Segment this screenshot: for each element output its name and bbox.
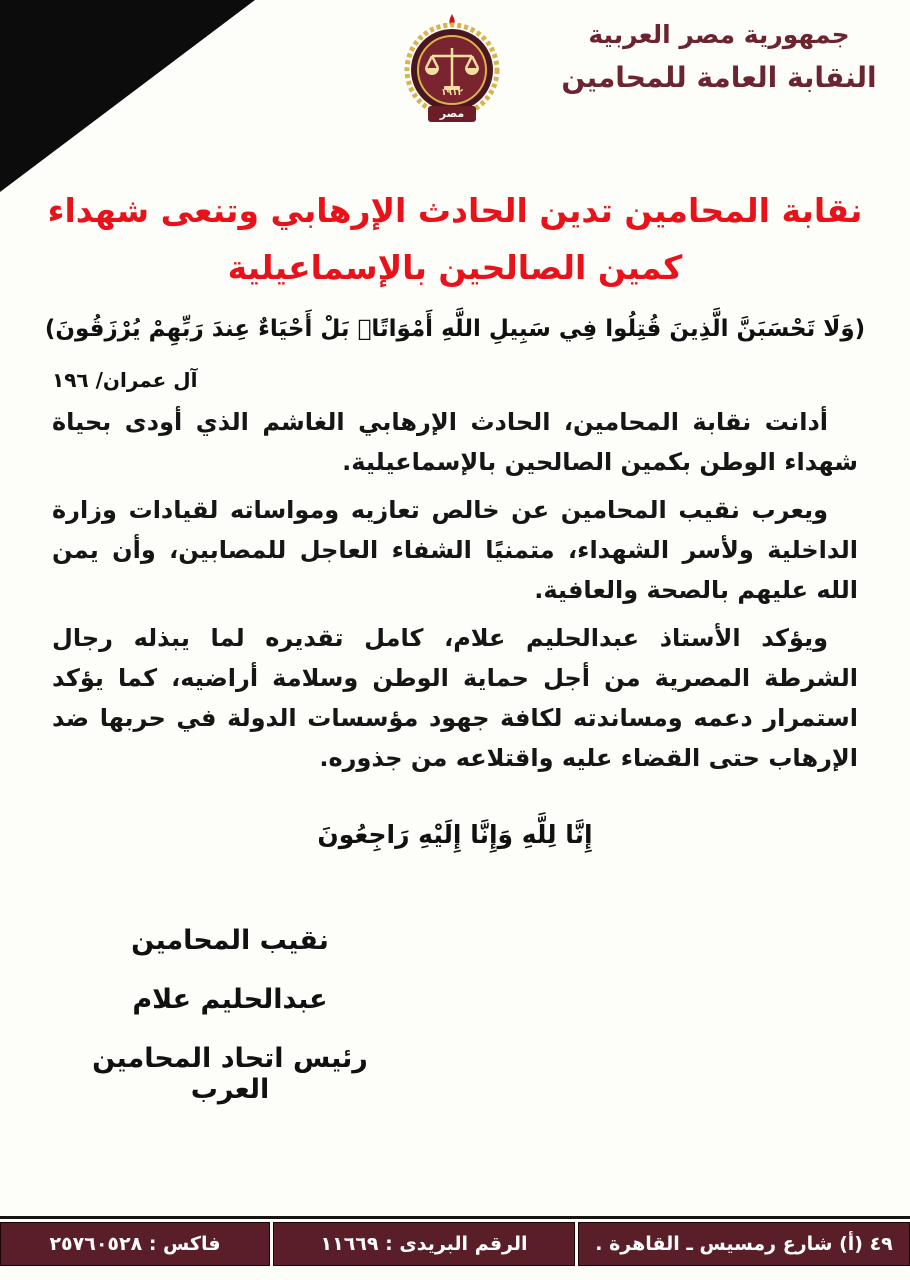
footer-fax-number: فاكس : ٢٥٧٦٠٥٢٨ [0,1222,270,1266]
closing-verse: إِنَّا لِلَّهِ وَإِنَّا إِلَيْهِ رَاجِعُونَ [317,820,593,849]
organization-name: النقابة العامة للمحامين [561,61,877,94]
statement-title [35,182,875,296]
letterhead-header [554,20,884,94]
footer-address: ٤٩ (أ) شارع رمسيس ـ القاهرة . [578,1222,910,1266]
logo-country-banner: مصر [428,106,476,122]
statement-title-line1: نقابة المحامين تدين الحادث الإرهابي وتنعى شهداء [47,191,863,230]
statement-title-line2: كمين الصالحين بالإسماعيلية [227,248,683,287]
logo-year-label: ١٩١٢ [441,88,463,98]
body-paragraph-1: أدانت نقابة المحامين، الحادث الإرهابي الغاشم الذي أودى بحياة شهداء الوطن بكمين الصالحين بالإسماعيلية. [52,408,858,476]
quran-verse: (وَلَا تَحْسَبَنَّ الَّذِينَ قُتِلُوا فِي سَبِيلِ اللَّهِ أَمْوَاتًاۚ بَلْ أَحْيَاءٌ عِندَ رَبِّهِمْ يُرْزَقُونَ) [44,316,866,342]
signature-role: رئيس اتحاد المحامين العرب [92,1043,368,1105]
quran-verse-reference: آل عمران/ ١٩٦ [52,368,198,392]
signature-title: نقيب المحامين [131,925,329,956]
mourning-ribbon [0,0,255,192]
republic-name: جمهورية مصر العربية [588,20,850,49]
body-paragraph-3: ويؤكد الأستاذ عبدالحليم علام، كامل تقديره لما يبذله رجال الشرطة المصرية من أجل حماية الوطن وسلامة أراضيه، كما يؤكد استمرار دعمه ومساندته لكافة جهود مؤسسات الدولة في حربها ضد الإرهاب حتى القضاء عليه واقتلاعه من جذوره. [52,624,858,772]
signature-block [70,925,390,1133]
footer-postal-code: الرقم البريدى : ١١٦٦٩ [273,1222,575,1266]
bar-association-logo [404,12,500,124]
footer-bar [0,1222,910,1266]
signature-name: عبدالحليم علام [132,984,328,1015]
statement-body [52,402,858,786]
footer-divider-line [0,1216,910,1219]
footer [0,1216,910,1266]
body-paragraph-2: ويعرب نقيب المحامين عن خالص تعازيه ومواساته لقيادات وزارة الداخلية ولأسر الشهداء، متمنيًا الشفاء العاجل للمصابين، وأن يمن الله عليهم بالصحة والعافية. [52,496,858,604]
